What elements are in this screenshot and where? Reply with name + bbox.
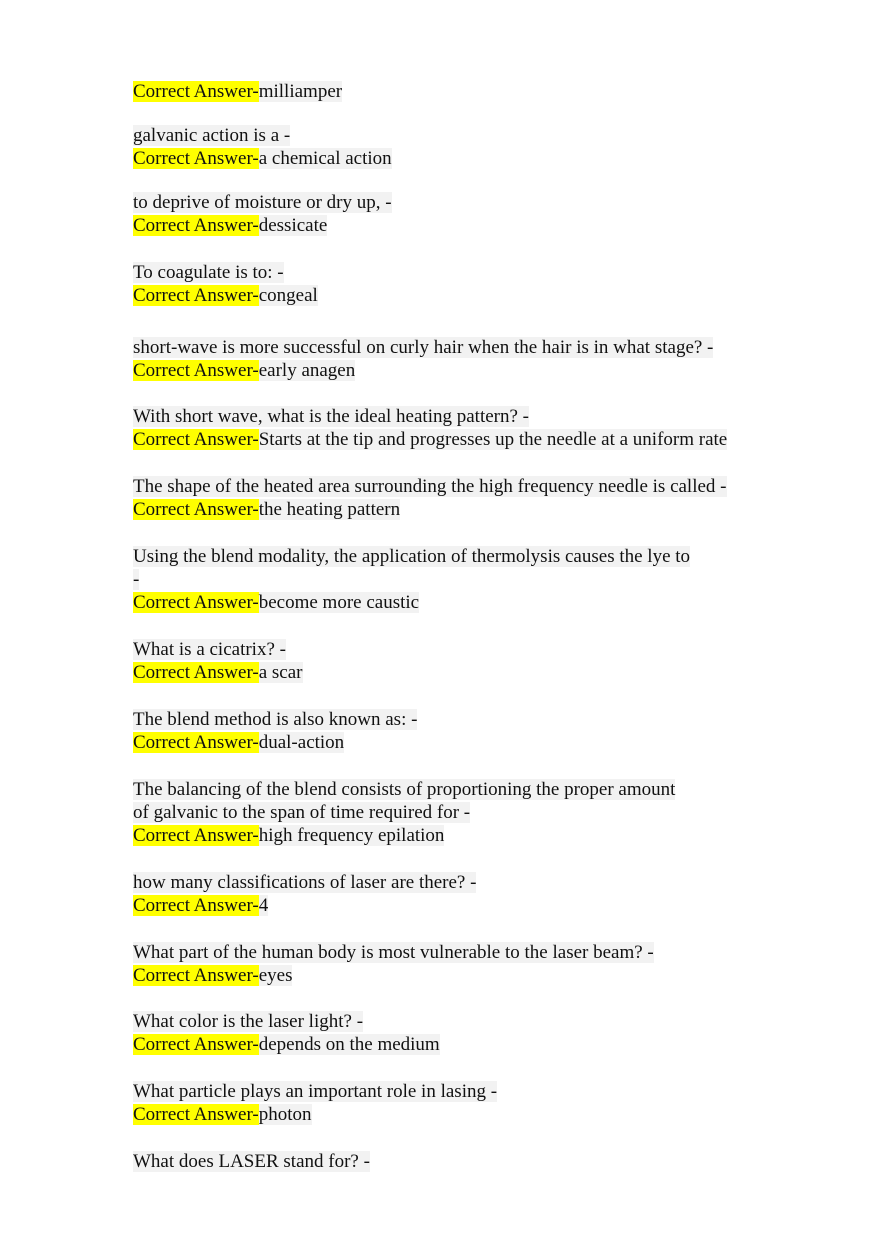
question-text: What part of the human body is most vulnerable to the laser beam? - (133, 942, 654, 963)
question-text: The balancing of the blend consists of proportioning the proper amount (133, 779, 676, 800)
question-line (133, 941, 654, 965)
question-text: What color is the laser light? - (133, 1011, 364, 1032)
answer-line (133, 214, 327, 238)
answer-line (133, 284, 318, 308)
answer-label: Correct Answer- (133, 965, 259, 986)
question-line (133, 261, 284, 285)
answer-label: Correct Answer- (133, 499, 259, 520)
question-line (133, 1080, 497, 1104)
question-text: What is a cicatrix? - (133, 639, 286, 660)
answer-line (133, 661, 303, 685)
question-text: The blend method is also known as: - (133, 709, 418, 730)
answer-line (133, 1033, 440, 1057)
answer-line (133, 894, 268, 918)
question-line (133, 1010, 363, 1034)
answer-line (133, 824, 444, 848)
answer-label: Correct Answer- (133, 81, 259, 102)
answer-label: Correct Answer- (133, 429, 259, 450)
question-line (133, 708, 417, 732)
answer-line (133, 147, 392, 171)
answer-line (133, 428, 727, 452)
answer-text: congeal (258, 285, 318, 306)
answer-text: Starts at the tip and progresses up the needle at a uniform rate (258, 429, 728, 450)
question-text: how many classifications of laser are there? - (133, 872, 477, 893)
answer-line (133, 80, 342, 104)
question-text: - (133, 569, 140, 590)
answer-text: dual-action (258, 732, 345, 753)
answer-text: become more caustic (258, 592, 420, 613)
question-text: What particle plays an important role in lasing - (133, 1081, 498, 1102)
answer-label: Correct Answer- (133, 1104, 259, 1125)
answer-text: dessicate (258, 215, 328, 236)
answer-line (133, 359, 355, 383)
answer-label: Correct Answer- (133, 215, 259, 236)
question-text: Using the blend modality, the application of thermolysis causes the lye to (133, 546, 691, 567)
answer-text: 4 (258, 895, 269, 916)
question-line (133, 638, 286, 662)
answer-text: the heating pattern (258, 499, 401, 520)
answer-text: depends on the medium (258, 1034, 440, 1055)
question-text: What does LASER stand for? - (133, 1151, 370, 1172)
answer-line (133, 731, 344, 755)
answer-label: Correct Answer- (133, 360, 259, 381)
question-line (133, 778, 675, 802)
answer-text: high frequency epilation (258, 825, 445, 846)
answer-label: Correct Answer- (133, 285, 259, 306)
answer-text: early anagen (258, 360, 356, 381)
question-text: short-wave is more successful on curly hair when the hair is in what stage? - (133, 337, 714, 358)
answer-line (133, 1103, 312, 1127)
question-line (133, 191, 392, 215)
question-text: to deprive of moisture or dry up, - (133, 192, 392, 213)
question-line (133, 545, 690, 569)
answer-label: Correct Answer- (133, 895, 259, 916)
question-text: of galvanic to the span of time required for - (133, 802, 471, 823)
answer-label: Correct Answer- (133, 662, 259, 683)
answer-label: Correct Answer- (133, 148, 259, 169)
answer-line (133, 964, 292, 988)
answer-text: milliamper (258, 81, 343, 102)
question-text: To coagulate is to: - (133, 262, 284, 283)
answer-text: photon (258, 1104, 312, 1125)
question-text: With short wave, what is the ideal heating pattern? - (133, 406, 529, 427)
question-line (133, 124, 290, 148)
question-line (133, 336, 713, 360)
question-line (133, 475, 727, 499)
answer-text: a scar (258, 662, 303, 683)
question-text: The shape of the heated area surrounding the high frequency needle is called - (133, 476, 727, 497)
answer-label: Correct Answer- (133, 592, 259, 613)
answer-text: a chemical action (258, 148, 392, 169)
question-line (133, 871, 476, 895)
question-line (133, 1150, 370, 1174)
answer-label: Correct Answer- (133, 825, 259, 846)
question-line (133, 801, 470, 825)
answer-label: Correct Answer- (133, 1034, 259, 1055)
question-line (133, 568, 139, 592)
answer-line (133, 591, 419, 615)
answer-label: Correct Answer- (133, 732, 259, 753)
answer-text: eyes (258, 965, 293, 986)
question-text: galvanic action is a - (133, 125, 291, 146)
answer-line (133, 498, 400, 522)
question-line (133, 405, 529, 429)
